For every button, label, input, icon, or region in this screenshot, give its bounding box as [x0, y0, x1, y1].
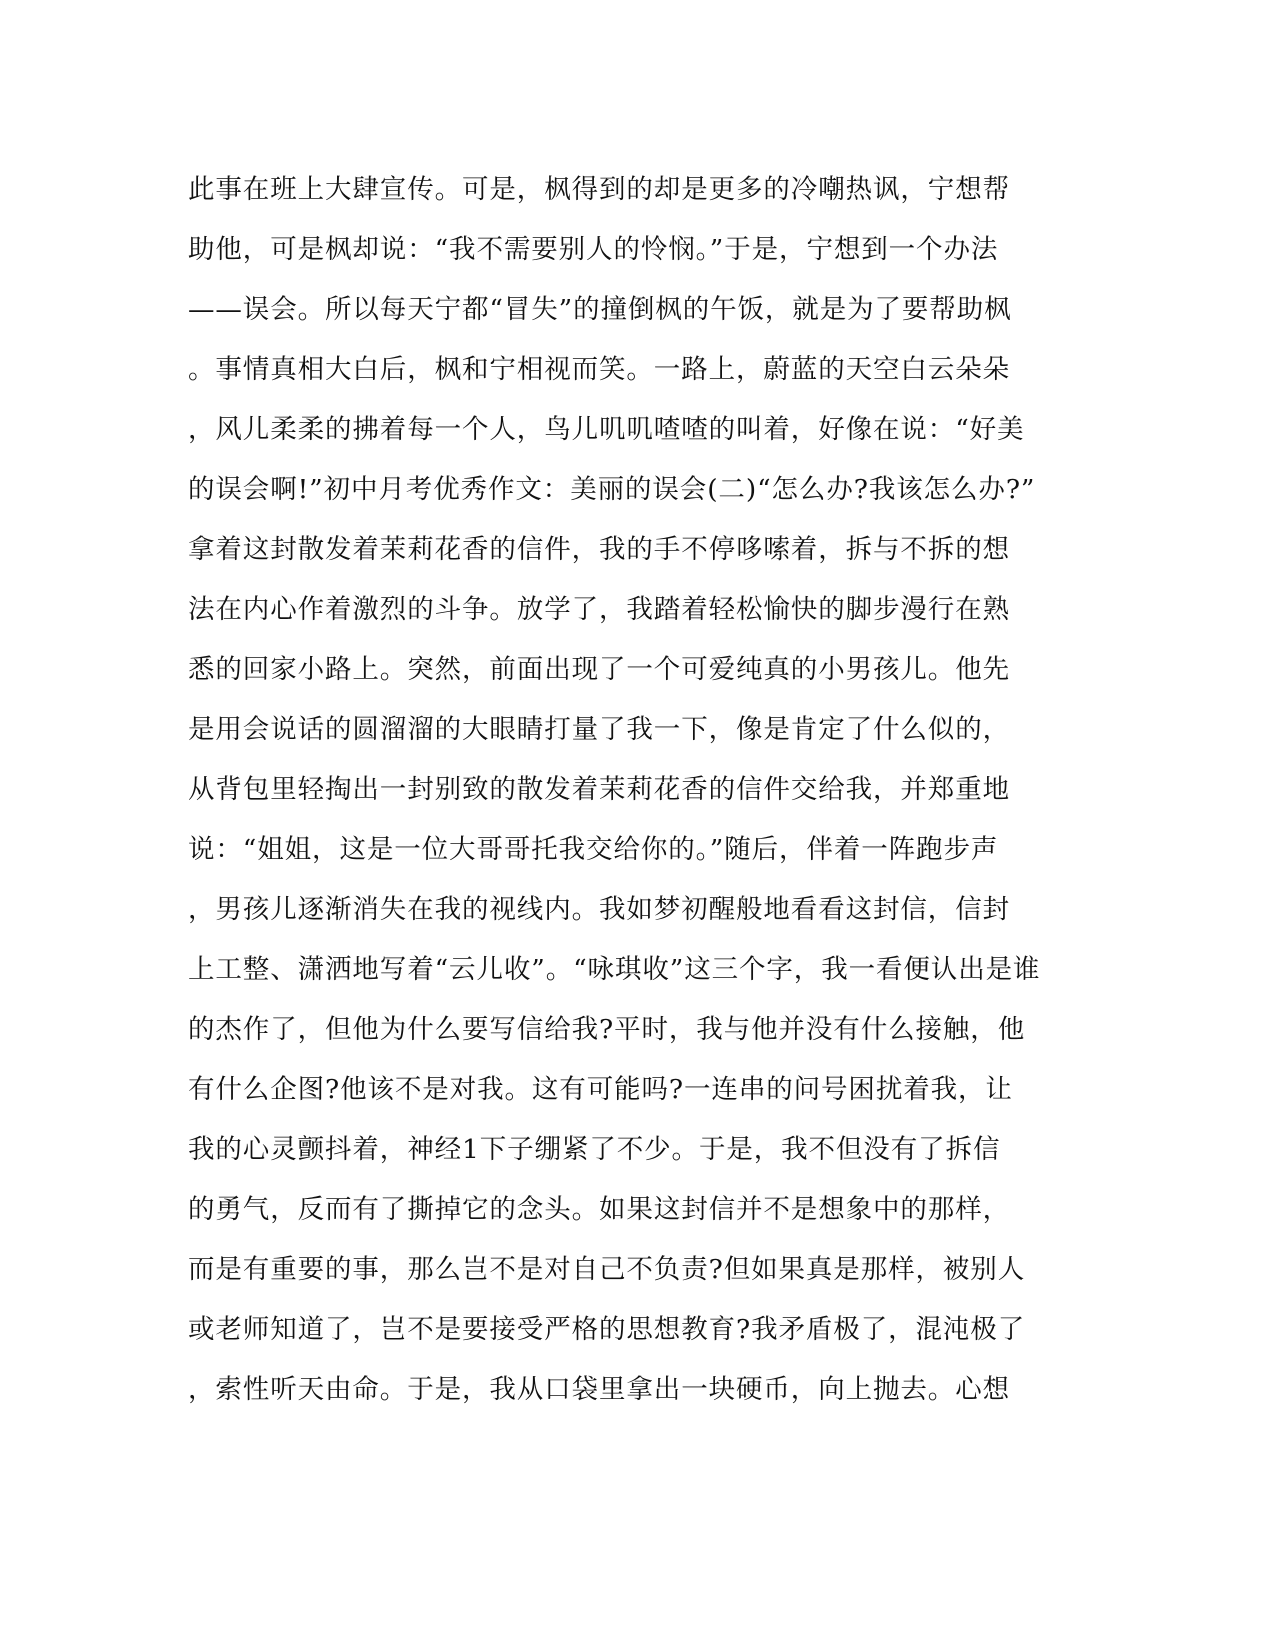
- text-line: 拿着这封散发着茉莉花香的信件，我的手不停哆嗦着，拆与不拆的想: [188, 534, 1010, 565]
- text-line: 的勇气，反而有了撕掉它的念头。如果这封信并不是想象中的那样，: [188, 1194, 1010, 1225]
- body-text: [188, 160, 1088, 1420]
- text-line: 说：“姐姐，这是一位大哥哥托我交给你的。”随后，伴着一阵跑步声: [188, 834, 999, 865]
- text-line: 或老师知道了，岂不是要接受严格的思想教育?我矛盾极了，混沌极了: [188, 1314, 1026, 1345]
- text-line: 我的心灵颤抖着，神经1下子绷紧了不少。于是，我不但没有了拆信: [188, 1134, 1001, 1165]
- text-line: 有什么企图?他该不是对我。这有可能吗?一连串的问号困扰着我，让: [188, 1074, 1013, 1105]
- text-line: 上工整、潇洒地写着“云儿收”。“咏琪收”这三个字，我一看便认出是谁: [188, 954, 1041, 985]
- text-line: 法在内心作着激烈的斗争。放学了，我踏着轻松愉快的脚步漫行在熟: [188, 594, 1010, 625]
- text-line: ，男孩儿逐渐消失在我的视线内。我如梦初醒般地看看这封信，信封: [188, 894, 1010, 925]
- text-line: 而是有重要的事，那么岂不是对自己不负责?但如果真是那样，被别人: [188, 1254, 1026, 1285]
- text-line: 是用会说话的圆溜溜的大眼睛打量了我一下，像是肯定了什么似的，: [188, 714, 1010, 745]
- text-line: ，风儿柔柔的拂着每一个人，鸟儿叽叽喳喳的叫着，好像在说：“好美: [188, 414, 1025, 445]
- text-line: 。事情真相大白后，枫和宁相视而笑。一路上，蔚蓝的天空白云朵朵: [188, 354, 1010, 385]
- text-line: ——误会。所以每天宁都“冒失”的撞倒枫的午饭，就是为了要帮助枫: [188, 294, 1012, 325]
- text-line: 此事在班上大肆宣传。可是，枫得到的却是更多的冷嘲热讽，宁想帮: [188, 174, 1010, 205]
- text-line: 的杰作了，但他为什么要写信给我?平时，我与他并没有什么接触，他: [188, 1014, 1026, 1045]
- text-line: 悉的回家小路上。突然，前面出现了一个可爱纯真的小男孩儿。他先: [188, 654, 1010, 685]
- text-line: 的误会啊!”初中月考优秀作文：美丽的误会(二)“怎么办?我该怎么办?”: [188, 474, 1036, 505]
- text-line: ，索性听天由命。于是，我从口袋里拿出一块硬币，向上抛去。心想: [188, 1374, 1010, 1405]
- text-line: 助他，可是枫却说：“我不需要别人的怜悯。”于是，宁想到一个办法: [188, 234, 999, 265]
- text-line: 从背包里轻掏出一封别致的散发着茉莉花香的信件交给我，并郑重地: [188, 774, 1010, 805]
